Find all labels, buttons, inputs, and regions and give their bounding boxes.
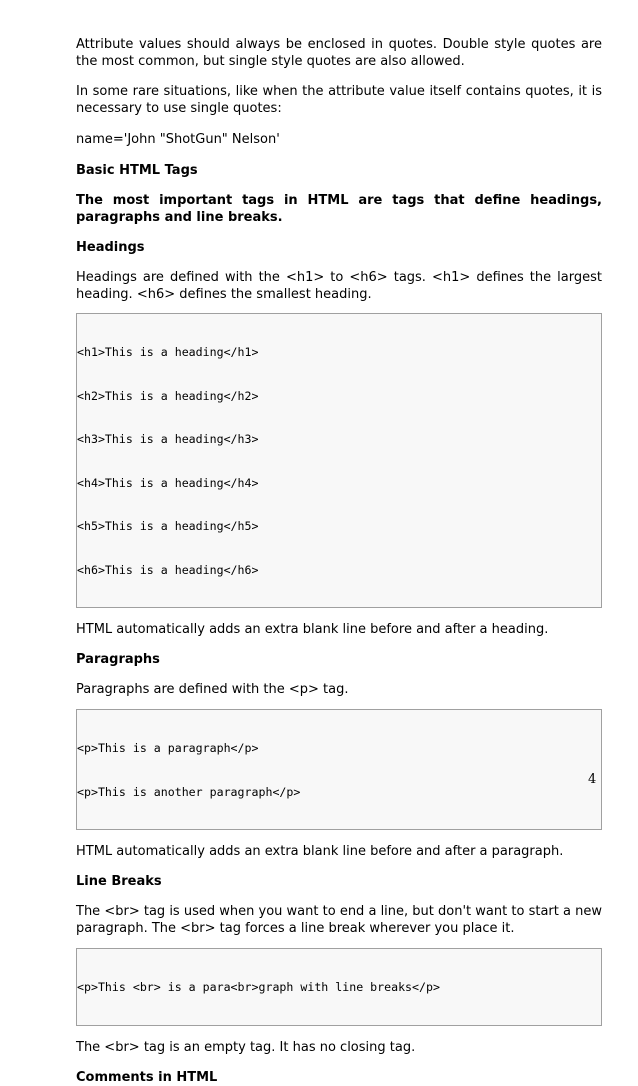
code-line: <h5>This is a heading</h5>: [77, 519, 259, 533]
line-breaks-note: The <br> tag is an empty tag. It has no closing tag.: [76, 1039, 416, 1055]
line-breaks-code-block: [76, 948, 602, 1026]
basic-tags-heading: Basic HTML Tags: [76, 163, 198, 178]
single-quotes-paragraph: In some rare situations, like when the attribute value itself contains quotes, it is necessary to use single quotes:: [76, 84, 602, 116]
line-breaks-description: The <br> tag is used when you want to end a line, but don't want to start a new paragraph. The <br> tag forces a line break wherever you place it.: [76, 904, 602, 936]
page-content: [76, 36, 602, 1086]
code-line: <h4>This is a heading</h4>: [77, 475, 259, 490]
code-line: <p>This <br> is a para<br>graph with line breaks</p>: [77, 980, 440, 994]
paragraphs-heading: Paragraphs: [76, 652, 160, 667]
paragraphs-code-block: [76, 709, 602, 830]
headings-note: HTML automatically adds an extra blank line before and after a heading.: [76, 622, 549, 637]
line-breaks-heading: Line Breaks: [76, 874, 162, 889]
headings-code-block: [76, 313, 602, 608]
attribute-quotes-paragraph: Attribute values should always be enclosed in quotes. Double style quotes are the most common, but single style quotes are also allowed.: [76, 37, 602, 69]
code-line: <h6>This is a heading</h6>: [77, 562, 259, 577]
code-line: <h1>This is a heading</h1>: [77, 345, 259, 359]
code-line: <p>This is a paragraph</p>: [77, 741, 259, 755]
code-line: <h3>This is a heading</h3>: [77, 432, 259, 446]
headings-description: Headings are defined with the <h1> to <h6> tags. <h1> defines the largest heading. <h6> defines the smallest heading.: [76, 270, 602, 302]
paragraphs-note: HTML automatically adds an extra blank line before and after a paragraph.: [76, 844, 564, 859]
paragraphs-description: Paragraphs are defined with the <p> tag.: [76, 682, 349, 697]
quote-example: name='John "ShotGun" Nelson': [76, 132, 280, 147]
basic-tags-lead: The most important tags in HTML are tags that define headings, paragraphs and line breaks.: [76, 193, 602, 225]
comments-heading: Comments in HTML: [76, 1069, 218, 1085]
code-line: <h2>This is a heading</h2>: [77, 388, 259, 403]
headings-heading: Headings: [76, 240, 145, 255]
code-line: <p>This is another paragraph</p>: [77, 784, 301, 799]
page-number: 4: [588, 772, 597, 787]
